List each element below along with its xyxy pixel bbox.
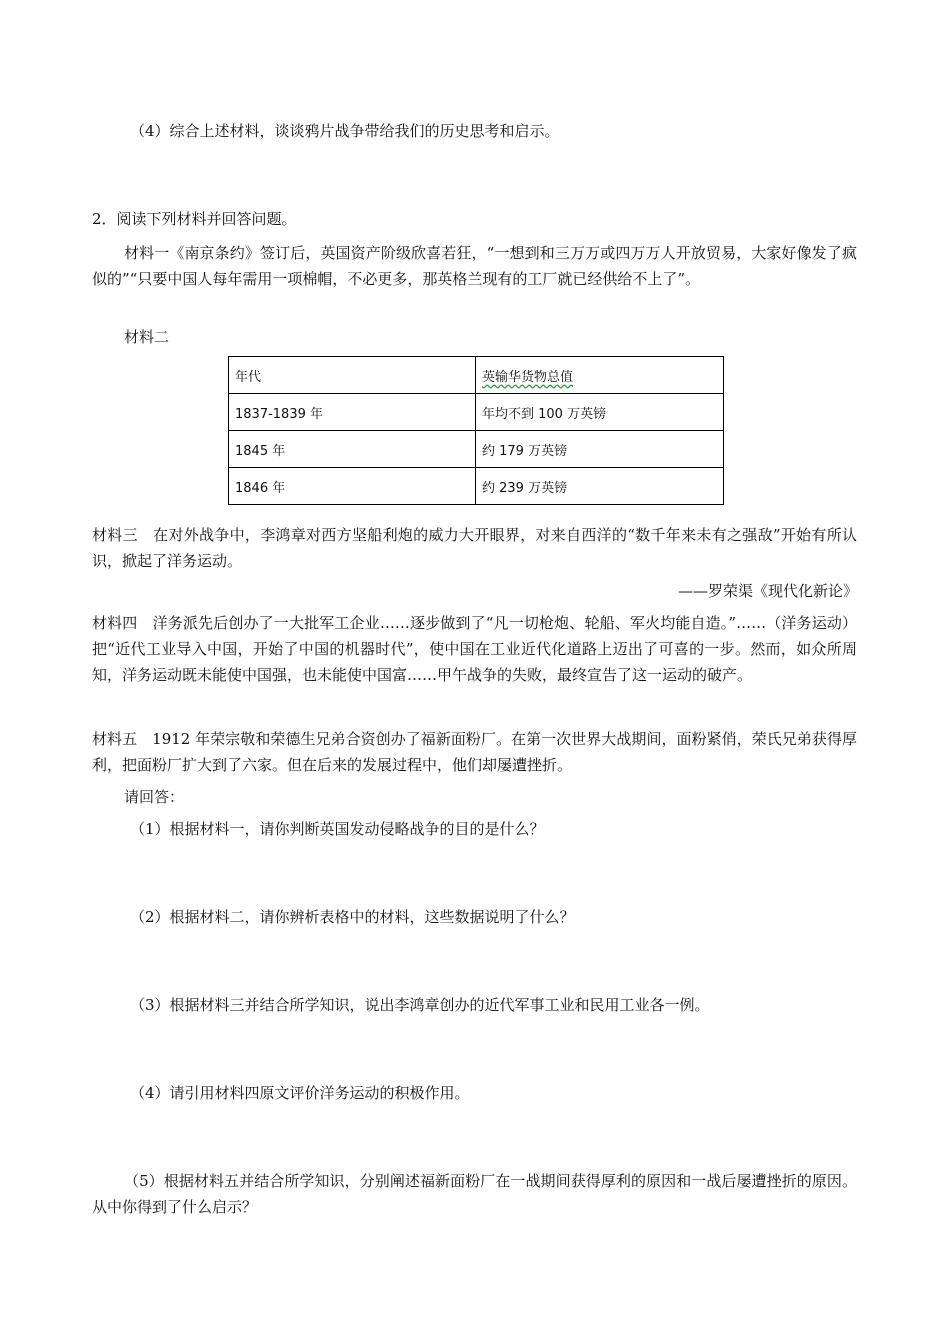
table-cell: 年均不到 100 万英镑 <box>476 394 724 431</box>
table-row <box>229 394 724 431</box>
table-row <box>229 431 724 468</box>
sub-question-4: （4）请引用材料四原文评价洋务运动的积极作用。 <box>130 1084 470 1102</box>
material-1: 材料一《南京条约》签订后，英国资产阶级欣喜若狂，“一想到和三万万或四万万人开放贸易，大家好像发了疯似的”“只要中国人每年需用一项棉帽，不必更多，那英格兰现有的工厂就已经供给不上了”。 <box>92 244 857 288</box>
material-4: 材料四 洋务派先后创办了一大批军工企业……逐步做到了“凡一切枪炮、轮船、军火均能自造。”……（洋务运动）把“近代工业导入中国，开始了中国的机器时代”，使中国在工业近代化道路上迈出了可喜的一步。然而，如众所周知，洋务运动既未能使中国强，也未能使中国富……甲午战争的失败，最终宣告了这一运动的破产。 <box>92 614 857 684</box>
material-5: 材料五 1912 年荣宗敬和荣德生兄弟合资创办了福新面粉厂。在第一次世界大战期间，面粉紧俏，荣氏兄弟获得厚利，把面粉厂扩大到了六家。但在后来的发展过程中，他们却屡遭挫折。 <box>92 730 857 774</box>
table-cell: 1845 年 <box>229 431 476 468</box>
prev-question-4: （4）综合上述材料，谈谈鸦片战争带给我们的历史思考和启示。 <box>130 122 560 140</box>
table-row <box>229 468 724 505</box>
table-cell: 1846 年 <box>229 468 476 505</box>
sub-question-2: （2）根据材料二，请你辨析表格中的材料，这些数据说明了什么？ <box>130 908 575 926</box>
table-header-text: 英输华货物总值 <box>482 369 574 385</box>
answer-prompt: 请回答： <box>124 788 185 806</box>
sub-question-3: （3）根据材料三并结合所学知识，说出李鸿章创办的近代军事工业和民用工业各一例。 <box>130 996 710 1014</box>
table-header-row <box>229 357 724 394</box>
table-cell: 约 179 万英镑 <box>476 431 724 468</box>
material-3: 材料三 在对外战争中，李鸿章对西方坚船利炮的威力大开眼界，对来自西洋的“数千年来未有之强敌”开始有所认识，掀起了洋务运动。 <box>92 526 857 570</box>
export-value-table <box>228 356 724 505</box>
table-header-cell <box>476 357 724 394</box>
table-cell: 约 239 万英镑 <box>476 468 724 505</box>
sub-question-5: （5）根据材料五并结合所学知识，分别阐述福新面粉厂在一战期间获得厚利的原因和一战后屡遭挫折的原因。从中你得到了什么启示？ <box>92 1172 857 1216</box>
table-cell: 1837-1839 年 <box>229 394 476 431</box>
material-2-label: 材料二 <box>124 328 170 346</box>
table-header-cell: 年代 <box>229 357 476 394</box>
material-3-source: ——罗荣渠《现代化新论》 <box>677 582 858 600</box>
question-2-title: 2．阅读下列材料并回答问题。 <box>92 210 297 228</box>
sub-question-1: （1）根据材料一，请你判断英国发动侵略战争的目的是什么？ <box>130 820 545 838</box>
